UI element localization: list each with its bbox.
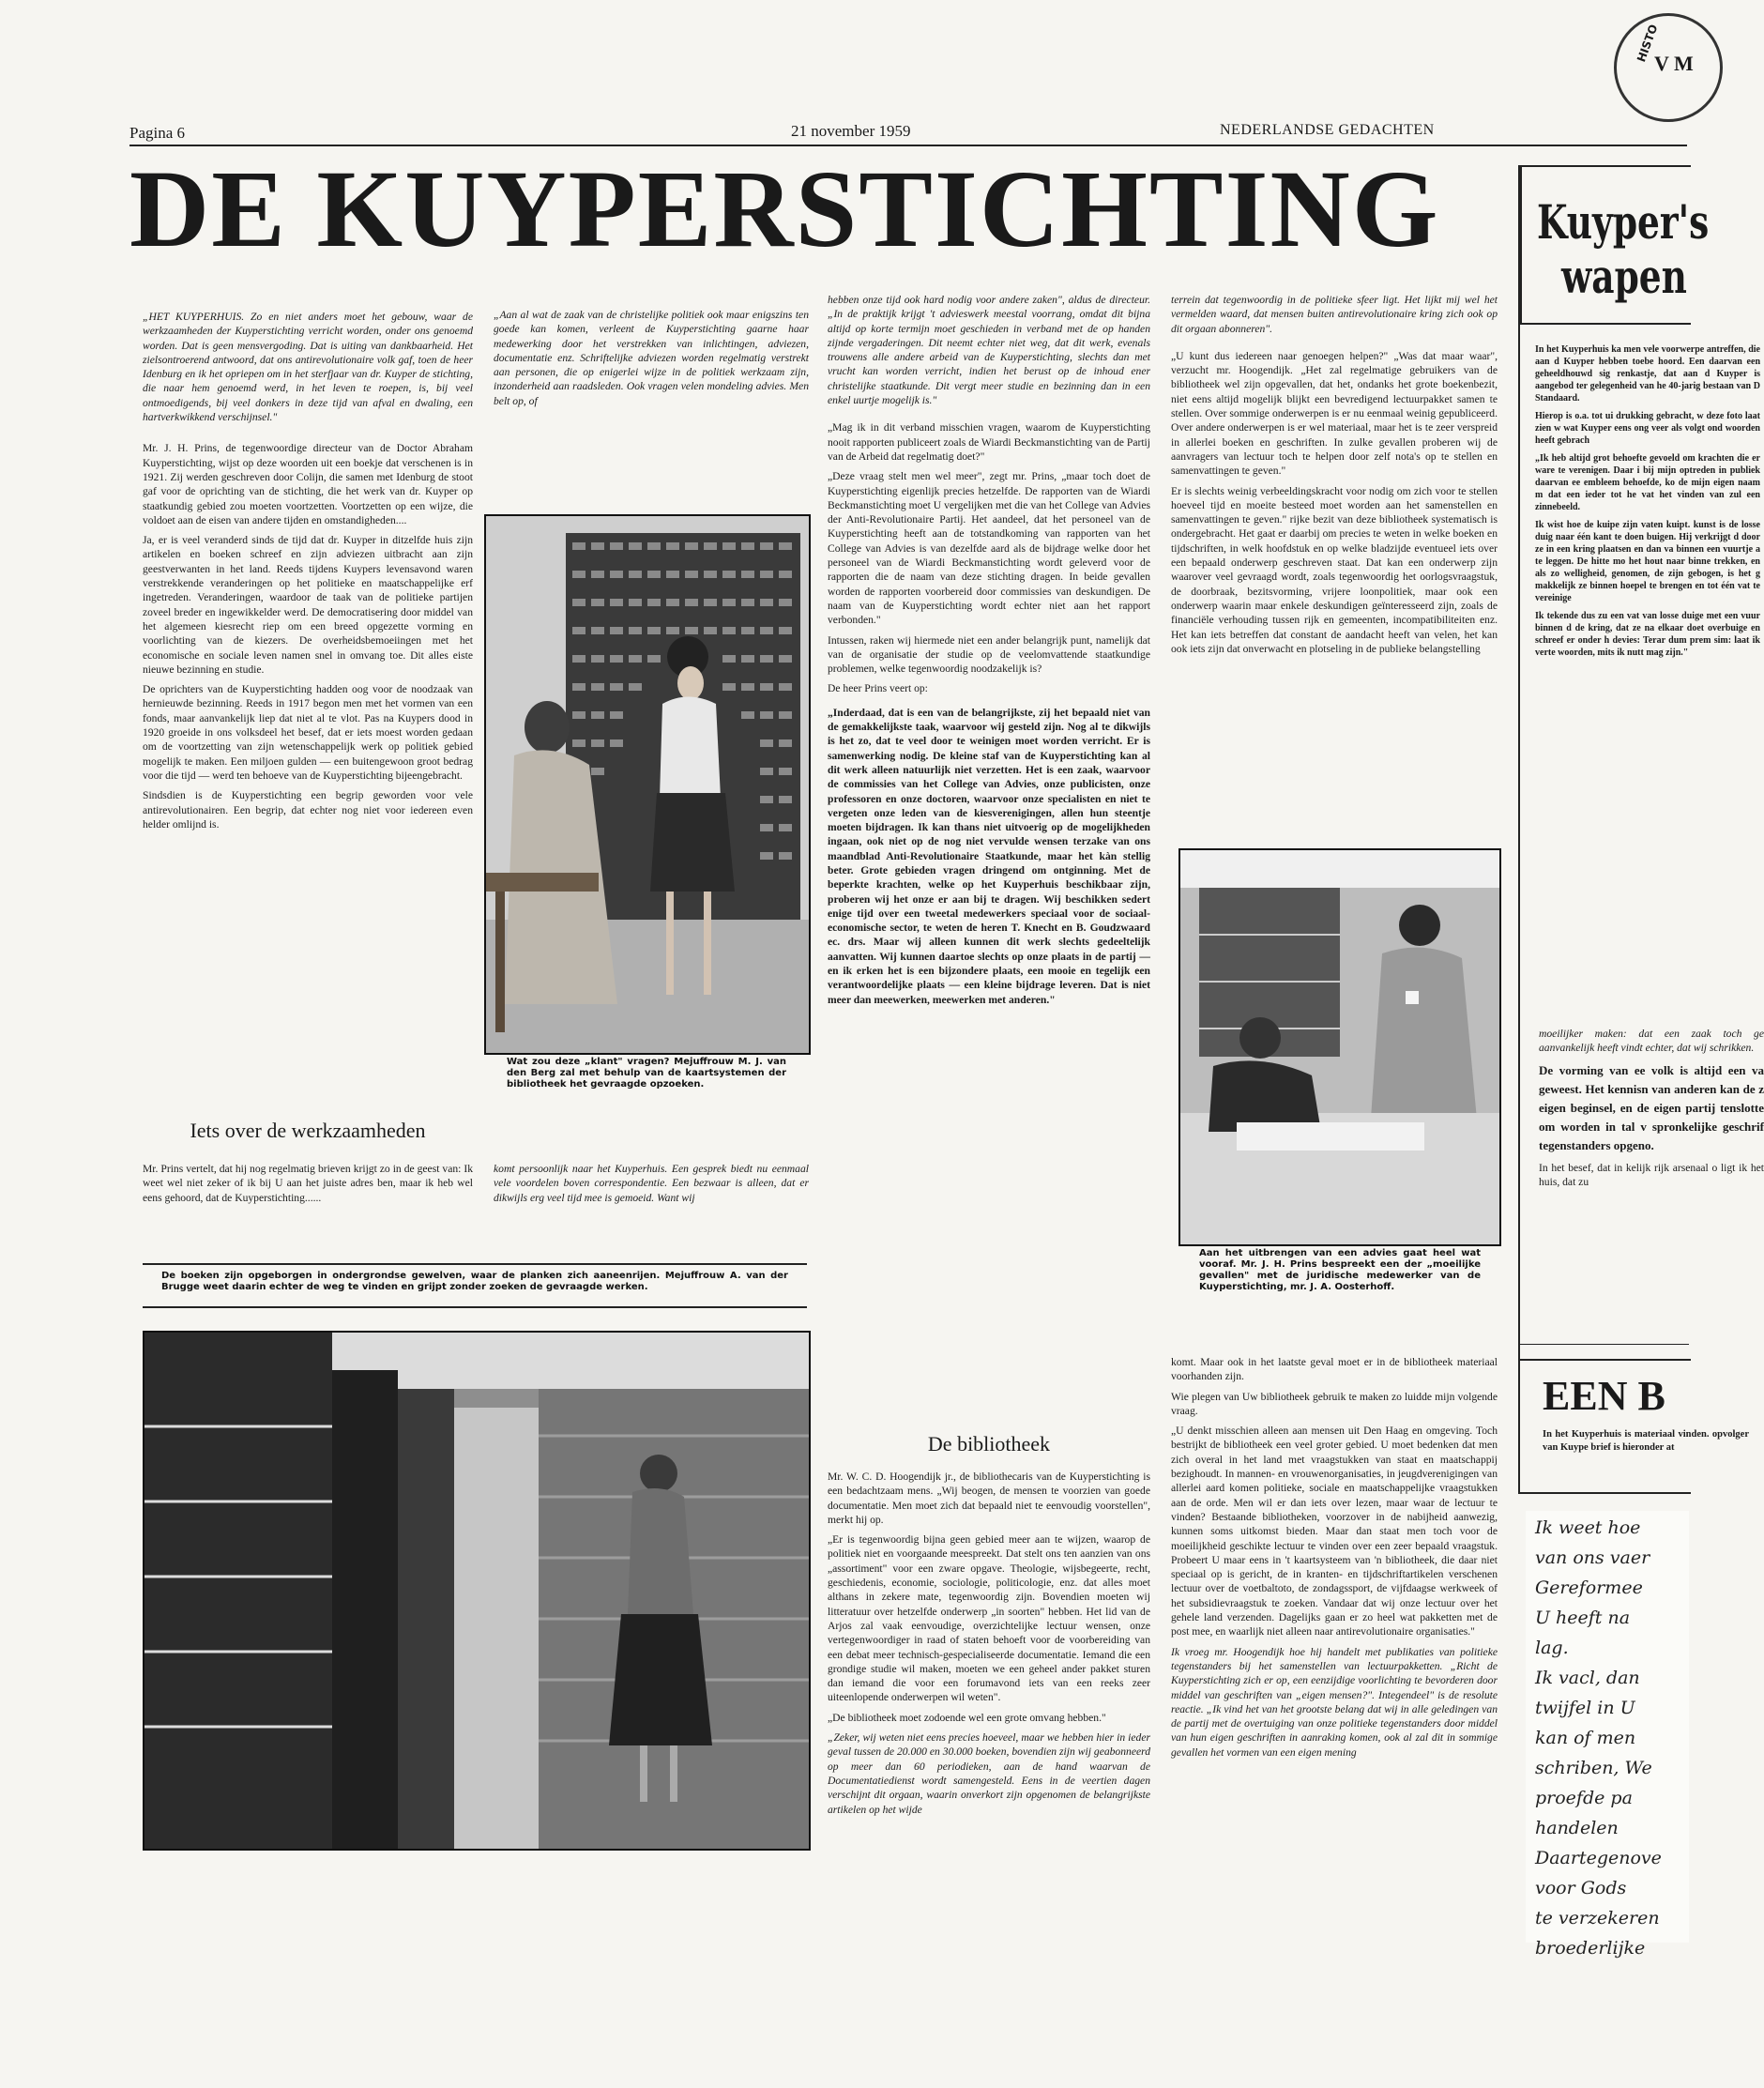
handwriting-line: Gereformee <box>1535 1577 1643 1598</box>
handwriting-line: U heeft na <box>1535 1608 1631 1628</box>
handwriting-line: Ik vacl, dan <box>1535 1668 1640 1688</box>
article-paragraph: Sindsdien is de Kuyperstichting een begrip geworden voor vele antirevolutionairen. Een begrip, dat echter nog niet voor iedereen even helder omlijnd is. <box>143 789 473 831</box>
sidebar-paragraph: moeilijker maken: dat een zaak toch ge aanvankelijk heeft vindt echter, dat wij schrikken. <box>1539 1028 1764 1055</box>
handwriting-line: twijfel in U <box>1535 1698 1635 1718</box>
handwriting-line: van ons vaer <box>1535 1547 1650 1568</box>
photo-caption-advisers: Aan het uitbrengen van een advies gaat heel wat vooraf. Mr. J. H. Prins bespreekt een der „moeilijke gevallen" met de juridische medewerker van de Kuyperstichting, mr. J. A. Oosterhoff. <box>1199 1248 1481 1292</box>
card-archive-image <box>486 516 809 1053</box>
sidebar-paragraph: Ik tekende dus zu een vat van losse duige met een vuur binnen d de kring, dat ze na elkaar doet overbuige en schreef er onder h devies: Terar dum prem sim: laat ik verte woorden, mits ik nutt mag zijn." <box>1535 611 1760 658</box>
handwriting-line: te verzekeren <box>1535 1908 1660 1928</box>
column-3-bottom <box>828 1470 1150 1822</box>
handwriting-line: Daartegenove <box>1535 1848 1662 1868</box>
advisers-image <box>1180 850 1499 1244</box>
column-4-bottom <box>1171 1355 1498 1765</box>
article-paragraph: Mr. W. C. D. Hoogendijk jr., de bibliothecaris van de Kuyperstichting is een bedachtzaam mens. „Wij beogen, de mensen te voorzien van goede documentatie. Men moet zich dat bepaald niet te eenvoudig voorstellen", merkt hij op. <box>828 1471 1150 1526</box>
handwriting-line: broederlijke <box>1535 1938 1646 1958</box>
handwriting-line: schriben, We <box>1535 1758 1652 1778</box>
article-paragraph: Er is slechts weinig verbeeldingskracht voor nodig om zich voor te stellen hoeveel tijd en moeite besteed moet worden aan het samenstellen en samenvattingen te geven." rijke bezit van deze bibliotheek systematisch is ondergebracht. Het gaat er daarbij om precies te weten in welke boeken en tijdschriften, in welk hoofdstuk en op welke bladzijde eventueel iets over een bepaald onderwerp geschreven staat. Dat kan een onderwerp zijn waarover veel gevraagd wordt, zoals tegenwoordig het oorlogsvraagstuk, de doorbraak, bezitsvorming, vrijere loonpolitiek, maar ook een onderwerp waarin maar enkele deskundigen geïnteresseerd zijn, zoals de financiële verhouding tussen rijk en gemeenten, incompatibiliteiten enz. Het kan iets betreffen dat constant de aandacht heeft van velen, het kan ook iets zijn dat onverwacht en plotseling in de publieke belangstelling <box>1171 484 1498 655</box>
article-paragraph: Mr. J. H. Prins, de tegenwoordige directeur van de Doctor Abraham Kuyperstichting, wijst op deze woorden uit een boekje dat verschenen is in 1921. Zij werden geschreven door Colijn, die samen met Idenburg de stoot gaf voor de oprichting van de stichting, die het werk van dr. Kuyper op staatkundig gebied zou moeten voortzetten. Voortzetten op een wijze, die voldoet aan de eisen van andere tijden en omstandigheden.... <box>143 442 473 526</box>
sidebar-paragraph: In het besef, dat in kelijk rijk arsenaal o ligt ik het huis, dat zu <box>1539 1161 1764 1188</box>
article-paragraph: De heer Prins veert op: <box>828 682 928 695</box>
sidebar-paragraph: In het Kuyperhuis ka men vele voorwerpe antreffen, die aan d Kuyper hebben toebe hoord. Een daarvan een geheeldhouwd sig renkastje, dat aan d Kuyper is aangebod ter gelegenheid van he 40-jarig bestaan van D Standaard. <box>1535 344 1760 404</box>
sidebar-een-b-box <box>1518 1359 1749 1494</box>
newspaper-name: NEDERLANDSE GEDACHTEN <box>1220 122 1435 138</box>
handwriting-line: voor Gods <box>1535 1878 1627 1898</box>
column-3 <box>828 293 1150 1013</box>
sidebar-title-line-2: wapen <box>1561 249 1687 304</box>
column-2-bottom <box>494 1162 809 1211</box>
section-heading-werkzaamheden: Iets over de werkzaamheden <box>190 1119 426 1142</box>
section-heading-bibliotheek: De bibliotheek <box>927 1432 1051 1456</box>
handwritten-lines <box>1526 1511 1689 1963</box>
article-paragraph: Mr. Prins vertelt, dat hij nog regelmatig brieven krijgt zo in de geest van: Ik weet wel niet zeker of ik bij U aan het juiste adres ben, maar ik heb wel eens gehoord, dat de Kuyperstichting...... <box>143 1163 473 1204</box>
sidebar-title-box <box>1520 165 1710 325</box>
sidebar-kuypers-wapen <box>1518 165 1760 1385</box>
sidebar-text <box>1520 325 1760 659</box>
sidebar-box-title: EEN B <box>1543 1373 1665 1419</box>
stamp-text: HISTO <box>1635 23 1661 64</box>
article-paragraph: Intussen, raken wij hiermede niet een ander belangrijk punt, namelijk dat van de organisatie der studie op de veelomvattende staatkundige problemen, welke tegenwoordig noodzakelijk is? <box>828 633 1150 676</box>
article-paragraph: komt. Maar ook in het laatste geval moet er in de bibliotheek materiaal voorhanden zijn. <box>1171 1356 1498 1383</box>
intro-quote: „HET KUYPERHUIS. Zo en niet anders moet het gebouw, waar de werkzaamheden der Kuyperstichting verricht worden, onder ons genoemd worden. Dat is geen mensvergoding. Dat is uiting van dankbaarheid. Het zielsontroerend antwoord, dat ons antirevolutionaire volk gaf, toen de heer Idenburg en ik het opriepen om in het sterfjaar van dr. Kuyper de stichting, die naar hem genoemd werd, in het leven te roepen, is, bij veel ontmoedigends, bij veel donkers in deze tijd van afval en dwaling, een hartverkwikkend verschijnsel." <box>143 311 473 424</box>
column-1-bottom <box>143 1162 473 1211</box>
photo-caption-basement: De boeken zijn opgeborgen in ondergrondse gewelven, waar de planken zich aaneenrijen. Mejuffrouw A. van der Brugge weet daarin echter de weg te vinden en grijpt zonder zoeken de gevraagde werken. <box>161 1271 788 1292</box>
masthead-rule <box>129 145 1687 146</box>
handwriting-line: lag. <box>1535 1638 1569 1658</box>
article-paragraph: komt persoonlijk naar het Kuyperhuis. Een gesprek biedt nu eenmaal vele voordelen boven correspondentie. Een bezwaar is alleen, dat er dikwijls erg veel tijd mee is gemoeid. Want wij <box>494 1163 809 1204</box>
article-paragraph: „Mag ik in dit verband misschien vragen, waarom de Kuyperstichting nooit rapporten publiceert zoals de Wiardi Beckmanstichting van de Partij van de Arbeid dat regelmatig doet?" <box>828 421 1150 463</box>
article-paragraph: „Aan al wat de zaak van de christelijke politiek ook maar enigszins ten goede kan komen, verleent de Kuyperstichting gaarne haar medewerking door het verstrekken van inlichtingen, adviezen, documentatie enz. Schriftelijke adviezen worden regelmatig verstrekt aan personen, die op enigerlei wijze in de politiek werkzaam zijn, inzonderheid aan raadsleden. Ook vragen velen mondeling advies. Men belt op, of <box>494 309 809 407</box>
stamp-letters: V M <box>1654 52 1694 75</box>
photo-basement-shelves <box>143 1331 811 1851</box>
column-1 <box>143 310 473 837</box>
handwriting-line: proefde pa <box>1535 1788 1633 1808</box>
article-paragraph: Wie plegen van Uw bibliotheek gebruik te maken zo luidde mijn volgende vraag. <box>1171 1390 1498 1417</box>
sidebar-paragraph: De vorming van ee volk is altijd een va geweest. Het kennisn van anderen kan de z eigen beginsel, en de eigen partij tenslotte om worden in tal v spronkelijke geschrif tegenstanders opgeno. <box>1539 1062 1764 1152</box>
handwritten-letter <box>1526 1511 1689 1958</box>
article-paragraph: „U kunt dus iedereen naar genoegen helpen?" „Was dat maar waar", verzucht mr. Hoogendijk. „Het zal regelmatige gebruikers van de bibliotheek wel zijn opgevallen, dat het, ondanks het grote boekenbezit, niet eens altijd mogelijk blijkt een bevredigend lectuurpakket samen te stellen. Over sommige onderwerpen is er nu eenmaal weinig gepubliceerd. Over andere onderwerpen is er wel materiaal, maar het is te zeer verspreid in allerlei boeken en geschriften. In zulke gevallen proberen wij de aanvragers van lectuur toch te helpen door zelf nota's op te stellen en samenvattingen te geven." <box>1171 349 1498 478</box>
article-paragraph: „Er is tegenwoordig bijna geen gebied meer aan te wijzen, waarop de politiek niet en voorgaande meespreekt. Dat stelt ons ten aanzien van ons „assortiment" voor een zware opgave. Theologie, wijsbegeerte, recht, geschiedenis, economie, sociologie, politicologie, enz. dat alles moet althans in zekere mate, tegenwoordig zijn. Bovendien moeten wij litteratuur over hetzelfde onderwerp „in soorten" hebben. Het lid van de Arjos zal vaak eenvoudige, overzichtelijke lectuur wensen, onze vertegenwoordiger in raad of staten behoeft voor de voorbereiding van een debat meer technisch-gespecialiseerde documentatie. Iemand die een grondige studie wil maken, moeten we een geheel ander pakket sturen dan iemand die voor een forumavond iets van een reeks zeer uiteenlopende onderwerpen wil weten". <box>828 1533 1150 1704</box>
article-paragraph: „Zeker, wij weten niet eens precies hoeveel, maar we hebben hier in ieder geval tussen de 20.000 en 30.000 boeken, bovendien zijn wij geabonneerd op meer dan 60 periodieken, aan de hand waarvan de Documentatiedienst wordt samengesteld. Eens in de veertien dagen verschijnt dit orgaan, waarin onverkort zijn opgenomen de belangrijkste artikelen op het wijde <box>828 1731 1150 1816</box>
photo-advisers <box>1179 848 1501 1246</box>
article-paragraph: Ik vroeg mr. Hoogendijk hoe hij handelt met publikaties van politieke tegenstanders bij het samenstellen van lectuurpakketten. „Richt de Kuyperstichting zich er op, een eenzijdige voorlichting te bevorderen door middel van geschriften van „eigen mensen?". Integendeel" is de resolute reactie. „Ik vind het van het grootste belang dat wij in alle geledingen van de partij met de overtuiging van onze politieke tegenstanders door middel van hun eigen geschriften in aanraking komen, ook al zal dit in sommige gevallen het vormen van een eigen mening <box>1171 1645 1498 1759</box>
sidebar-title-line-1: Kuyper's <box>1537 194 1710 250</box>
issue-date: 21 november 1959 <box>791 122 911 140</box>
handwriting-line: Ik weet hoe <box>1535 1517 1641 1538</box>
column-2 <box>494 308 809 414</box>
article-paragraph: hebben onze tijd ook hard nodig voor andere zaken", aldus de directeur. „In de praktijk krijgt 't advieswerk meestal voorrang, omdat dit bijna altijd op korte termijn moet geschieden in verband met de op handen zijnde vergaderingen. Dit neemt echter niet weg, dat dit werk, evenals trouwens alle andere arbeid van de Kuyperstichting, slechts dan met vrucht kan worden verricht, indien het berust op de inhoud ener christelijke staatkunde. Dit vergt meer studie en bezinning dan in een enkel uurtje mogelijk is." <box>828 294 1150 407</box>
sidebar-rule <box>1518 1344 1689 1345</box>
sidebar-box-text: In het Kuyperhuis is materiaal vinden. opvolger van Kuype brief is hieronder at <box>1543 1429 1749 1453</box>
library-stamp <box>1614 13 1723 122</box>
sidebar-paragraph: „Ik heb altijd grot behoefte gevoeld om krachten die er ware te verenigen. Daar i bij mijn optreden in publiek daarvan ee embleem behoefde, ko de mijn eigen naam m dat een ieder tot he vat het vinden van zul een zinnebeeld. <box>1535 453 1760 512</box>
article-paragraph: De oprichters van de Kuyperstichting hadden oog voor de noodzaak van hernieuwde bezinning. Reeds in 1917 begon men met het vormen van een fonds, maar aanvankelijk liep dat niet al te vlot. Pas na Kuypers dood in 1920 groeide in ons volksdeel het besef, dat er iets moest worden gedaan om de voortzetting van zijn wetenschappelijk werk op politiek gebied mogelijk te maken. Een miljoen gulden — een buitengewoon groot bedrag voor die tijd — werd ten behoeve van de Kuyperstichting bijeengebracht. <box>143 683 473 782</box>
handwriting-line: kan of men <box>1535 1728 1636 1748</box>
page-number: Pagina 6 <box>129 124 186 142</box>
photo-card-archive <box>484 514 811 1055</box>
page-title: DE KUYPERSTICHTING <box>129 147 1440 270</box>
article-paragraph: „Deze vraag stelt men wel meer", zegt mr. Prins, „maar toch doet de Kuyperstichting eigenlijk precies hetzelfde. De rapporten van de Wiardi Beckmanstichting moet U vergelijken met die van het College van Advies der Anti-Revolutionaire Partij. Het aandeel, dat het personeel van de Kuyperstichting heeft aan de totstandkoming van rapporten van het College van Advies is van dezelfde aard als de bijdrage welke door het personeel van de Wiardi Beckmanstichting wordt geleverd voor de rapporten die de naam van deze stichting dragen. In beide gevallen worden de rapporten voorbereid door commissies van deskundigen. De naam van de Kuyperstichting wordt echter niet aan het rapport verbonden." <box>828 470 1150 627</box>
caption-box-basement <box>143 1263 807 1308</box>
photo-caption-archive: Wat zou deze „klant" vragen? Mejuffrouw M. J. van den Berg zal met behulp van de kaartsystemen der bibliotheek het gevraagde opzoeken. <box>507 1057 786 1090</box>
basement-shelves-image <box>144 1333 809 1849</box>
column-4 <box>1171 293 1498 662</box>
article-paragraph: terrein dat tegenwoordig in de politieke sfeer ligt. Het lijkt mij wel het vermelden waard, dat mensen buiten antirevolutionaire kring zich ook op dit orgaan abonneren". <box>1171 294 1498 335</box>
handwriting-line: handelen <box>1535 1818 1619 1838</box>
sidebar-paragraph: Ik wist hoe de kuipe zijn vaten kuipt. kunst is de losse duig naar één kant te doen buigen. Hij verkrijgt d door ze in een kring plaatsen en dan va binnen een vuurtje a te leggen. De hitte mo het hout naar binne trekken, en als zo welligheid, genomen, de zijn gebogen, is het g makkelijk ze binnen hoepel te brengen en tot één vat te vereinige <box>1535 520 1760 603</box>
article-paragraph: Ja, er is veel veranderd sinds de tijd dat dr. Kuyper in ditzelfde huis zijn artikelen en boeken schreef en zijn adviezen uitbracht aan zijn geestverwanten in het land. Reeds tijdens Kuypers levensavond waren verstrekkende veranderingen op het politieke en maatschappelijke erf ingetreden. Veranderingen, waardoor de taak van de politieke partijen zoveel breder en ingewikkelder werd. De democratisering door middel van het algemeen kiesrecht riep om een breed opgezette vorming en voorlichting van de kiezers. De overheidsbemoeiingen met het economische en sociale leven namen snel in omvang toe. Dit alles eiste nieuwe bezinning en studie. <box>143 534 473 676</box>
sidebar-paragraph: Hierop is o.a. tot ui drukking gebracht, w deze foto laat zien w wat Kuyper eens ong veer als volgt ond woorden heeft gebrach <box>1535 411 1760 446</box>
sidebar-continuation <box>1539 1027 1764 1195</box>
article-paragraph: „De bibliotheek moet zodoende wel een grote omvang hebben." <box>828 1711 1106 1724</box>
article-paragraph: „U denkt misschien alleen aan mensen uit Den Haag en omgeving. Toch bestrijkt de bibliotheek een veel groter gebied. U moet bedenken dat men zich overal in het land met vraagstukken van staat en maatschappij bezighoudt. In mannen- en vrouwenorganisaties, in jeugdverenigingen van allerlei aard komen politieke, sociale en maatschappelijke vraagstukken aan de orde. Men wil er dan iets over lezen, maar waar de lectuur te vinden? Bestaande bibliotheken, voorzover in de nabijheid aanwezig, kunnen soms uitkomst bieden. Maar dan staat men toch voor de moeilijkheid geschikte lectuur te vinden over een zeer bepaald vraagstuk. Probeert U maar eens in 't kaartsysteem van 'n bibliotheek, die daar niet speciaal op is gericht, de in kranten- en tijdschriftartikelen verschenen lectuur over de voetbaltoto, de zondagssport, de vijfdaagse werkweek of het subsidievraagstuk te zoeken. Vandaar dat wij onze lectuur over het gehele land verzenden. Dagelijks gaan er zo heel wat pakketten met de post mee, en waarlijk niet alleen naar antirevolutionaire organisaties." <box>1171 1425 1498 1638</box>
bold-quote: „Inderdaad, dat is een van de belangrijkste, zij het bepaald niet van de gemakkelijkste taak, waarvoor wij gesteld zijn. Nog al te dikwijls is het zo, dat te veel door te weinigen moet worden verricht. Er is samenwerking nodig. De kleine staf van de Kuyperstichting kan al dit werk alleen natuurlijk niet verzetten. Het is een zaak, waarvoor de commissies van het College van Advies, onze publicisten, onze professoren en onze doctoren, waarvoor onze specialisten en niet te vergeten onze leden van de kiesverenigingen, allen hun steentje moeten bijdragen. Ik kan thans niet uitvoerig op de mogelijkheden ingaan, ook niet op de nog niet vervulde wensen terzake van ons maandblad Anti-Revolutionaire Staatkunde, maar het kàn stellig beter. Grote gebieden vragen dringend om ontginning. Met de beperkte krachten, welke op het Kuyperhuis beschikbaar zijn, proberen wij het onze er aan bij te dragen. Wij beschikken sedert enige tijd over een tweetal medewerkers speciaal voor de sociaal-economische sector, te weten de heren T. Knecht en B. Goudzwaard ec. drs. Maar wij alleen kunnen dit werk slechts gedeeltelijk aanvatten. Wij kunnen daartoe slechts op onze plaats in de partij — en ik erken het is een bijzondere plaats, een mooie en tegelijk een verantwoordelijke plaats — een kleine bijdrage leveren. Dat is niet meer dan meewerken, meewerken met anderen." <box>828 706 1150 1006</box>
